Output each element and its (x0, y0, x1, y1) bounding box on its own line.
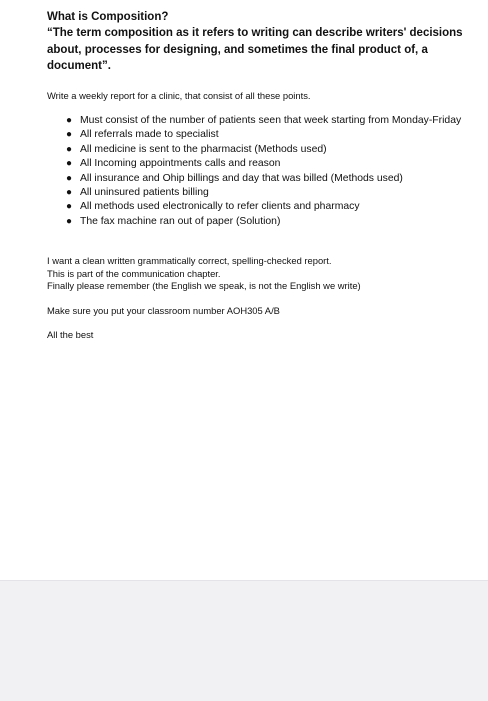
bullet-icon: ● (66, 158, 73, 170)
document-content (47, 10, 472, 342)
list-item-text: All methods used electronically to refer clients and pharmacy (80, 201, 360, 213)
list-item (66, 143, 472, 157)
bullet-icon: ● (66, 187, 73, 199)
requirements-block (47, 255, 472, 293)
list-item-text: All medicine is sent to the pharmacist (Methods used) (80, 143, 327, 155)
bullet-icon: ● (66, 215, 73, 227)
list-item-text: All referrals made to specialist (80, 129, 219, 141)
page-footer-area (0, 580, 488, 701)
document-heading: What is Composition? (47, 11, 169, 23)
bullet-icon: ● (66, 201, 73, 213)
list-item (66, 215, 472, 229)
requirement-line: I want a clean written grammatically correct, spelling-checked report. (47, 255, 332, 267)
bullet-icon: ● (66, 172, 73, 184)
bullet-icon: ● (66, 129, 73, 141)
bullet-icon: ● (66, 143, 73, 155)
list-item (66, 172, 472, 186)
list-item (66, 200, 472, 214)
list-item-text: The fax machine ran out of paper (Solution) (80, 215, 281, 227)
list-item (66, 186, 472, 200)
list-item (66, 114, 472, 128)
report-points-list (47, 114, 472, 229)
list-item-text: All insurance and Ohip billings and day that was billed (Methods used) (80, 172, 403, 184)
requirement-line: This is part of the communication chapter. (47, 267, 221, 279)
assignment-intro: Write a weekly report for a clinic, that consist of all these points. (47, 89, 311, 101)
composition-quote: “The term composition as it refers to writing can describe writers' decisions about, processes for designing, and sometimes the final product of, a document”. (47, 27, 463, 72)
classroom-note: Make sure you put your classroom number AOH305 A/B (47, 304, 280, 316)
list-item (66, 157, 472, 171)
list-item-text: All Incoming appointments calls and reason (80, 158, 281, 170)
list-item-text: All uninsured patients billing (80, 187, 209, 199)
requirement-line: Finally please remember (the English we speak, is not the English we write) (47, 280, 361, 292)
list-item-text: Must consist of the number of patients seen that week starting from Monday-Friday (80, 115, 462, 126)
bullet-icon: ● (66, 115, 73, 126)
signoff: All the best (47, 329, 94, 341)
list-item (66, 128, 472, 142)
